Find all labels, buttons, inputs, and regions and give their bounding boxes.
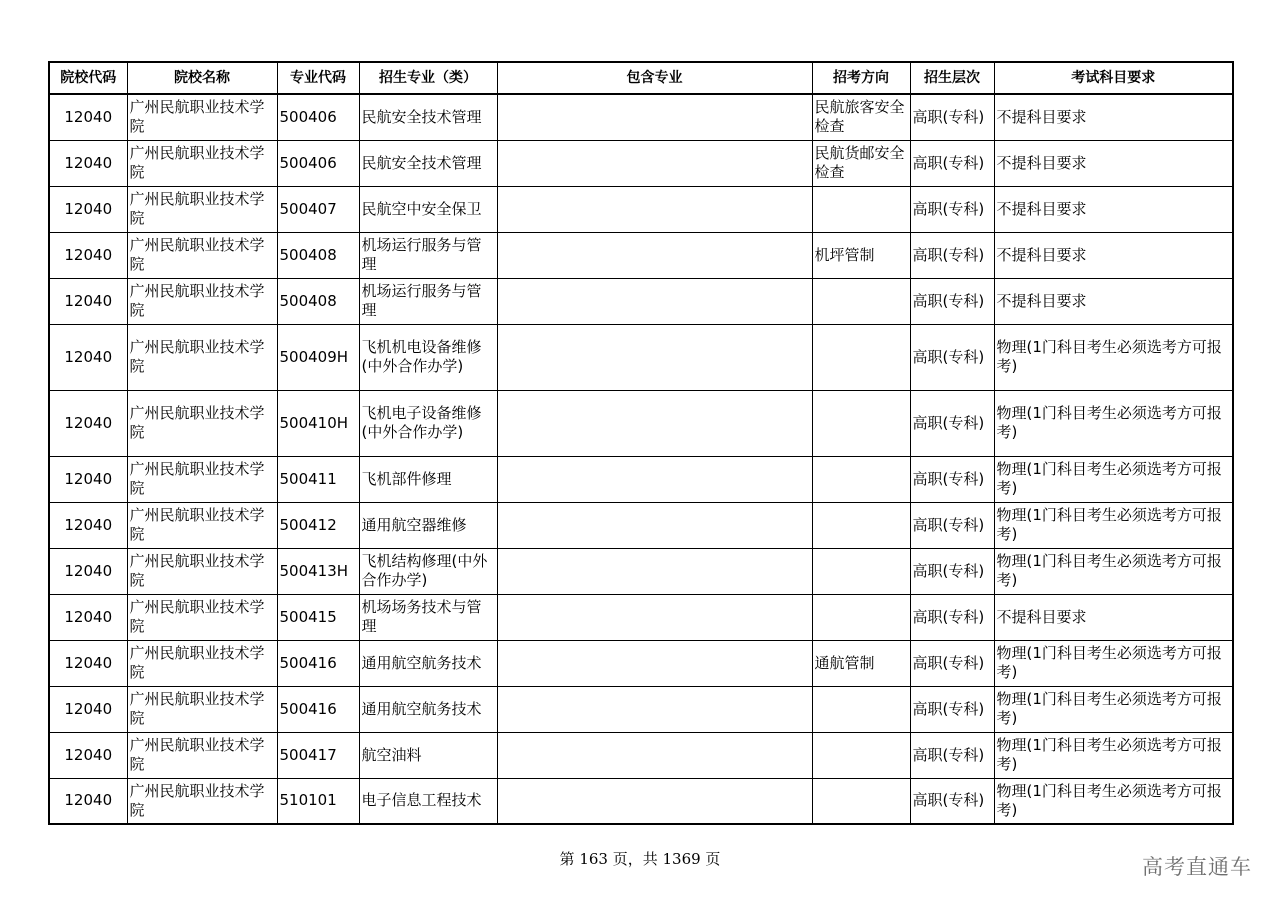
cell-subject-requirement: 不提科目要求: [994, 140, 1233, 186]
table-row: [49, 94, 1233, 140]
table-row: [49, 390, 1233, 456]
header-school-name: 院校名称: [127, 62, 277, 94]
cell-major-name: 飞机部件修理: [359, 456, 497, 502]
cell-major-code: 510101: [277, 778, 359, 824]
cell-major-code: 500415: [277, 594, 359, 640]
cell-included-majors: [497, 686, 812, 732]
cell-included-majors: [497, 594, 812, 640]
cell-direction: [812, 594, 910, 640]
cell-level: 高职(专科): [910, 502, 994, 548]
cell-level: 高职(专科): [910, 390, 994, 456]
cell-direction: [812, 548, 910, 594]
cell-major-name: 飞机结构修理(中外合作办学): [359, 548, 497, 594]
cell-included-majors: [497, 140, 812, 186]
table-row: [49, 456, 1233, 502]
cell-subject-requirement: 物理(1门科目考生必须选考方可报考): [994, 390, 1233, 456]
cell-included-majors: [497, 456, 812, 502]
cell-subject-requirement: 物理(1门科目考生必须选考方可报考): [994, 324, 1233, 390]
cell-direction: [812, 732, 910, 778]
cell-subject-requirement: 物理(1门科目考生必须选考方可报考): [994, 548, 1233, 594]
cell-major-code: 500411: [277, 456, 359, 502]
cell-major-code: 500416: [277, 640, 359, 686]
cell-major-name: 民航安全技术管理: [359, 94, 497, 140]
cell-direction: [812, 390, 910, 456]
cell-school-code: 12040: [49, 732, 127, 778]
cell-school-name: 广州民航职业技术学院: [127, 94, 277, 140]
cell-school-name: 广州民航职业技术学院: [127, 594, 277, 640]
cell-major-code: 500413H: [277, 548, 359, 594]
cell-school-code: 12040: [49, 186, 127, 232]
cell-major-name: 飞机机电设备维修(中外合作办学): [359, 324, 497, 390]
cell-direction: [812, 686, 910, 732]
cell-school-code: 12040: [49, 94, 127, 140]
table-row: [49, 232, 1233, 278]
cell-direction: [812, 456, 910, 502]
cell-subject-requirement: 物理(1门科目考生必须选考方可报考): [994, 686, 1233, 732]
cell-direction: [812, 278, 910, 324]
cell-level: 高职(专科): [910, 94, 994, 140]
cell-school-name: 广州民航职业技术学院: [127, 324, 277, 390]
cell-school-code: 12040: [49, 278, 127, 324]
cell-major-name: 电子信息工程技术: [359, 778, 497, 824]
cell-direction: 通航管制: [812, 640, 910, 686]
table-row: [49, 732, 1233, 778]
cell-school-name: 广州民航职业技术学院: [127, 140, 277, 186]
cell-direction: 民航旅客安全检查: [812, 94, 910, 140]
cell-subject-requirement: 不提科目要求: [994, 278, 1233, 324]
cell-school-code: 12040: [49, 594, 127, 640]
cell-major-code: 500409H: [277, 324, 359, 390]
cell-level: 高职(专科): [910, 778, 994, 824]
cell-direction: [812, 502, 910, 548]
cell-school-name: 广州民航职业技术学院: [127, 548, 277, 594]
cell-included-majors: [497, 278, 812, 324]
cell-school-name: 广州民航职业技术学院: [127, 502, 277, 548]
table-row: [49, 502, 1233, 548]
header-direction: 招考方向: [812, 62, 910, 94]
cell-direction: [812, 186, 910, 232]
cell-subject-requirement: 物理(1门科目考生必须选考方可报考): [994, 456, 1233, 502]
cell-direction: 机坪管制: [812, 232, 910, 278]
cell-major-name: 民航安全技术管理: [359, 140, 497, 186]
cell-school-name: 广州民航职业技术学院: [127, 278, 277, 324]
cell-subject-requirement: 物理(1门科目考生必须选考方可报考): [994, 640, 1233, 686]
cell-major-name: 通用航空航务技术: [359, 640, 497, 686]
cell-school-code: 12040: [49, 390, 127, 456]
table-row: [49, 324, 1233, 390]
header-major-name: 招生专业（类）: [359, 62, 497, 94]
cell-school-code: 12040: [49, 778, 127, 824]
cell-school-name: 广州民航职业技术学院: [127, 456, 277, 502]
cell-major-code: 500406: [277, 140, 359, 186]
cell-school-code: 12040: [49, 232, 127, 278]
cell-subject-requirement: 不提科目要求: [994, 186, 1233, 232]
cell-school-code: 12040: [49, 324, 127, 390]
cell-major-code: 500416: [277, 686, 359, 732]
cell-major-code: 500407: [277, 186, 359, 232]
cell-school-code: 12040: [49, 640, 127, 686]
cell-major-name: 通用航空航务技术: [359, 686, 497, 732]
cell-school-name: 广州民航职业技术学院: [127, 186, 277, 232]
cell-major-code: 500408: [277, 232, 359, 278]
cell-included-majors: [497, 94, 812, 140]
cell-school-name: 广州民航职业技术学院: [127, 778, 277, 824]
table-row: [49, 186, 1233, 232]
cell-subject-requirement: 不提科目要求: [994, 594, 1233, 640]
cell-direction: [812, 778, 910, 824]
cell-subject-requirement: 物理(1门科目考生必须选考方可报考): [994, 502, 1233, 548]
header-included-majors: 包含专业: [497, 62, 812, 94]
source-watermark: 高考直通车: [1142, 855, 1252, 879]
cell-included-majors: [497, 186, 812, 232]
cell-included-majors: [497, 324, 812, 390]
cell-level: 高职(专科): [910, 732, 994, 778]
table-row: [49, 686, 1233, 732]
cell-school-code: 12040: [49, 502, 127, 548]
table-row: [49, 778, 1233, 824]
cell-subject-requirement: 物理(1门科目考生必须选考方可报考): [994, 778, 1233, 824]
cell-included-majors: [497, 732, 812, 778]
cell-school-name: 广州民航职业技术学院: [127, 390, 277, 456]
page-number-footer: 第 163 页，共 1369 页: [559, 850, 721, 868]
table-row: [49, 548, 1233, 594]
cell-major-code: 500417: [277, 732, 359, 778]
header-level: 招生层次: [910, 62, 994, 94]
cell-level: 高职(专科): [910, 140, 994, 186]
cell-included-majors: [497, 232, 812, 278]
cell-included-majors: [497, 502, 812, 548]
table-row: [49, 594, 1233, 640]
cell-school-code: 12040: [49, 548, 127, 594]
cell-level: 高职(专科): [910, 186, 994, 232]
cell-level: 高职(专科): [910, 548, 994, 594]
table-row: [49, 640, 1233, 686]
cell-direction: 民航货邮安全检查: [812, 140, 910, 186]
admissions-table: [48, 61, 1234, 825]
table-row: [49, 278, 1233, 324]
cell-direction: [812, 324, 910, 390]
cell-level: 高职(专科): [910, 324, 994, 390]
header-major-code: 专业代码: [277, 62, 359, 94]
cell-major-name: 机场场务技术与管理: [359, 594, 497, 640]
cell-subject-requirement: 不提科目要求: [994, 94, 1233, 140]
cell-school-name: 广州民航职业技术学院: [127, 686, 277, 732]
cell-school-code: 12040: [49, 456, 127, 502]
header-school-code: 院校代码: [49, 62, 127, 94]
cell-included-majors: [497, 778, 812, 824]
table-row: [49, 140, 1233, 186]
cell-major-name: 机场运行服务与管理: [359, 278, 497, 324]
cell-subject-requirement: 物理(1门科目考生必须选考方可报考): [994, 732, 1233, 778]
cell-major-code: 500408: [277, 278, 359, 324]
header-subject-requirement: 考试科目要求: [994, 62, 1233, 94]
cell-major-code: 500410H: [277, 390, 359, 456]
cell-major-name: 航空油料: [359, 732, 497, 778]
cell-school-name: 广州民航职业技术学院: [127, 232, 277, 278]
cell-major-name: 飞机电子设备维修(中外合作办学): [359, 390, 497, 456]
cell-level: 高职(专科): [910, 640, 994, 686]
cell-major-name: 通用航空器维修: [359, 502, 497, 548]
cell-included-majors: [497, 640, 812, 686]
cell-major-name: 民航空中安全保卫: [359, 186, 497, 232]
cell-major-name: 机场运行服务与管理: [359, 232, 497, 278]
cell-included-majors: [497, 548, 812, 594]
cell-school-code: 12040: [49, 140, 127, 186]
cell-level: 高职(专科): [910, 594, 994, 640]
cell-included-majors: [497, 390, 812, 456]
cell-level: 高职(专科): [910, 456, 994, 502]
cell-school-name: 广州民航职业技术学院: [127, 732, 277, 778]
cell-level: 高职(专科): [910, 278, 994, 324]
cell-level: 高职(专科): [910, 686, 994, 732]
cell-subject-requirement: 不提科目要求: [994, 232, 1233, 278]
cell-major-code: 500406: [277, 94, 359, 140]
cell-major-code: 500412: [277, 502, 359, 548]
cell-school-name: 广州民航职业技术学院: [127, 640, 277, 686]
cell-school-code: 12040: [49, 686, 127, 732]
header-row: [49, 62, 1233, 94]
cell-level: 高职(专科): [910, 232, 994, 278]
